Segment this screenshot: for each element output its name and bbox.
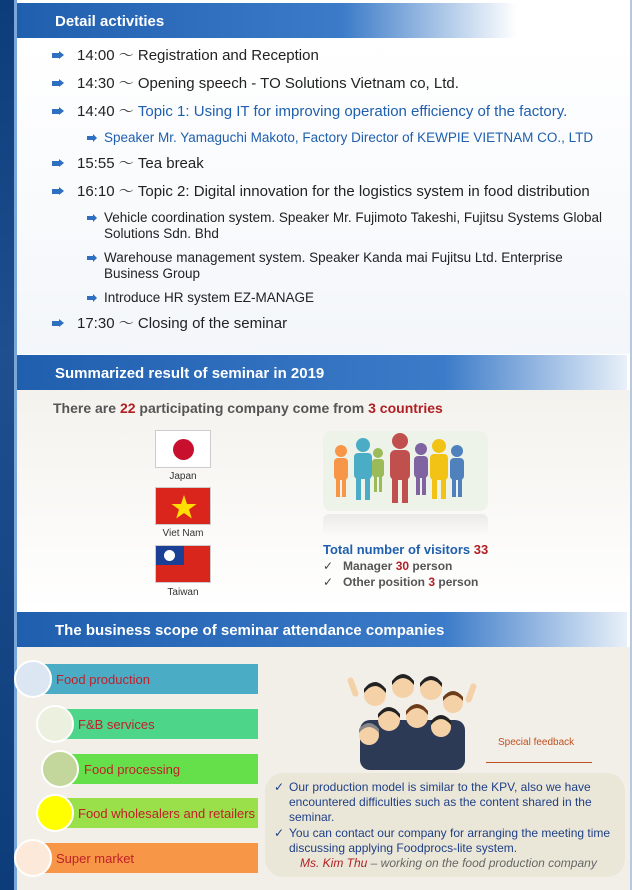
category-circle-icon: [14, 839, 52, 877]
left-decorative-bar: [0, 0, 14, 890]
check-icon: ✓: [323, 575, 334, 589]
agenda-item: 15:55 〜 Tea break: [50, 154, 610, 173]
category-bar-fnb-services: F&B services: [60, 709, 258, 739]
check-icon: ✓: [274, 780, 285, 794]
taiwan-flag-icon: [155, 545, 211, 583]
visitors-people-icon: [323, 431, 488, 511]
section-title: The business scope of seminar attendance companies: [55, 621, 445, 639]
arrow-bullet-icon: [50, 46, 64, 65]
country-label: Taiwan: [167, 587, 199, 598]
arrow-bullet-icon: [50, 74, 64, 93]
other-position-count-line: ✓ Other position 3 person: [323, 575, 479, 589]
special-feedback-pointer: [486, 762, 592, 763]
agenda-subitem: Warehouse management system. Speaker Kanda mai Fujitsu Ltd. Enterprise Business Group: [86, 250, 610, 282]
star-icon: [156, 488, 212, 526]
agenda-subitem: Speaker Mr. Yamaguchi Makoto, Factory Director of KEWPIE VIETNAM CO., LTD: [86, 130, 610, 146]
agenda-item: 14:40 〜 Topic 1: Using IT for improving operation efficiency of the factory.: [50, 102, 610, 121]
japan-flag-icon: [155, 430, 211, 468]
category-bar-wholesalers-retailers: Food wholesalers and retailers: [60, 798, 258, 828]
vietnam-flag-icon: [155, 487, 211, 525]
company-count: 22: [119, 400, 136, 416]
category-circle-icon: [36, 794, 74, 832]
visitors-total: Total number of visitors 33: [323, 542, 489, 557]
people-reflection: [323, 514, 488, 536]
agenda-subitem: Vehicle coordination system. Speaker Mr. Fujimoto Takeshi, Fujitsu Systems Global Solutions Sdn. Bhd: [86, 210, 610, 242]
cheering-crowd-icon: [345, 665, 480, 770]
manager-count-line: ✓ Manager 30 person: [323, 559, 453, 573]
arrow-bullet-icon: [50, 102, 64, 121]
agenda-list: [50, 46, 610, 342]
arrow-bullet-icon: [86, 210, 98, 226]
arrow-bullet-icon: [86, 130, 98, 146]
category-circle-icon: [41, 750, 79, 788]
category-bar-food-processing: Food processing: [66, 754, 258, 784]
feedback-item: ✓ Our production model is similar to the KPV, also we have encountered difficulties such as the content shared in the seminar.: [274, 780, 592, 824]
agenda-subitem: Introduce HR system EZ-MANAGE: [86, 290, 610, 306]
country-label: Japan: [169, 471, 197, 482]
section-header-summary: [17, 355, 627, 391]
agenda-item: 14:00 〜 Registration and Reception: [50, 46, 610, 65]
arrow-bullet-icon: [86, 290, 98, 306]
section-title: Detail activities: [55, 12, 165, 30]
arrow-bullet-icon: [50, 314, 64, 333]
category-bar-super-market: Super market: [40, 843, 258, 873]
topic-1-title: Topic 1: Using IT for improving operation efficiency of the factory.: [137, 103, 568, 120]
special-feedback-label: Special feedback: [498, 737, 575, 748]
arrow-bullet-icon: [50, 182, 64, 201]
agenda-item: 16:10 〜 Topic 2: Digital innovation for the logistics system in food distribution: [50, 182, 610, 201]
category-bar-food-production: Food production: [40, 664, 258, 694]
feedback-item: ✓ You can contact our company for arranging the meeting time discussing applying Foodprocs-lite system.: [274, 826, 611, 855]
section-title: Summarized result of seminar in 2019: [55, 364, 325, 382]
arrow-bullet-icon: [86, 250, 98, 266]
country-label: Viet Nam: [162, 528, 204, 539]
section-header-detail-activities: [17, 3, 517, 39]
check-icon: ✓: [323, 559, 334, 573]
arrow-bullet-icon: [50, 154, 64, 173]
participation-summary: There are 22 participating company come from 3 countries: [53, 400, 443, 416]
agenda-item: 17:30 〜 Closing of the seminar: [50, 314, 610, 333]
country-count: 3 countries: [368, 400, 443, 416]
section-header-business-scope: [17, 612, 627, 648]
check-icon: ✓: [274, 826, 285, 840]
category-circle-icon: [36, 705, 74, 743]
category-circle-icon: [14, 660, 52, 698]
feedback-signature: Ms. Kim Thu – working on the food production company: [300, 856, 597, 870]
agenda-item: 14:30 〜 Opening speech - TO Solutions Vietnam co, Ltd.: [50, 74, 610, 93]
